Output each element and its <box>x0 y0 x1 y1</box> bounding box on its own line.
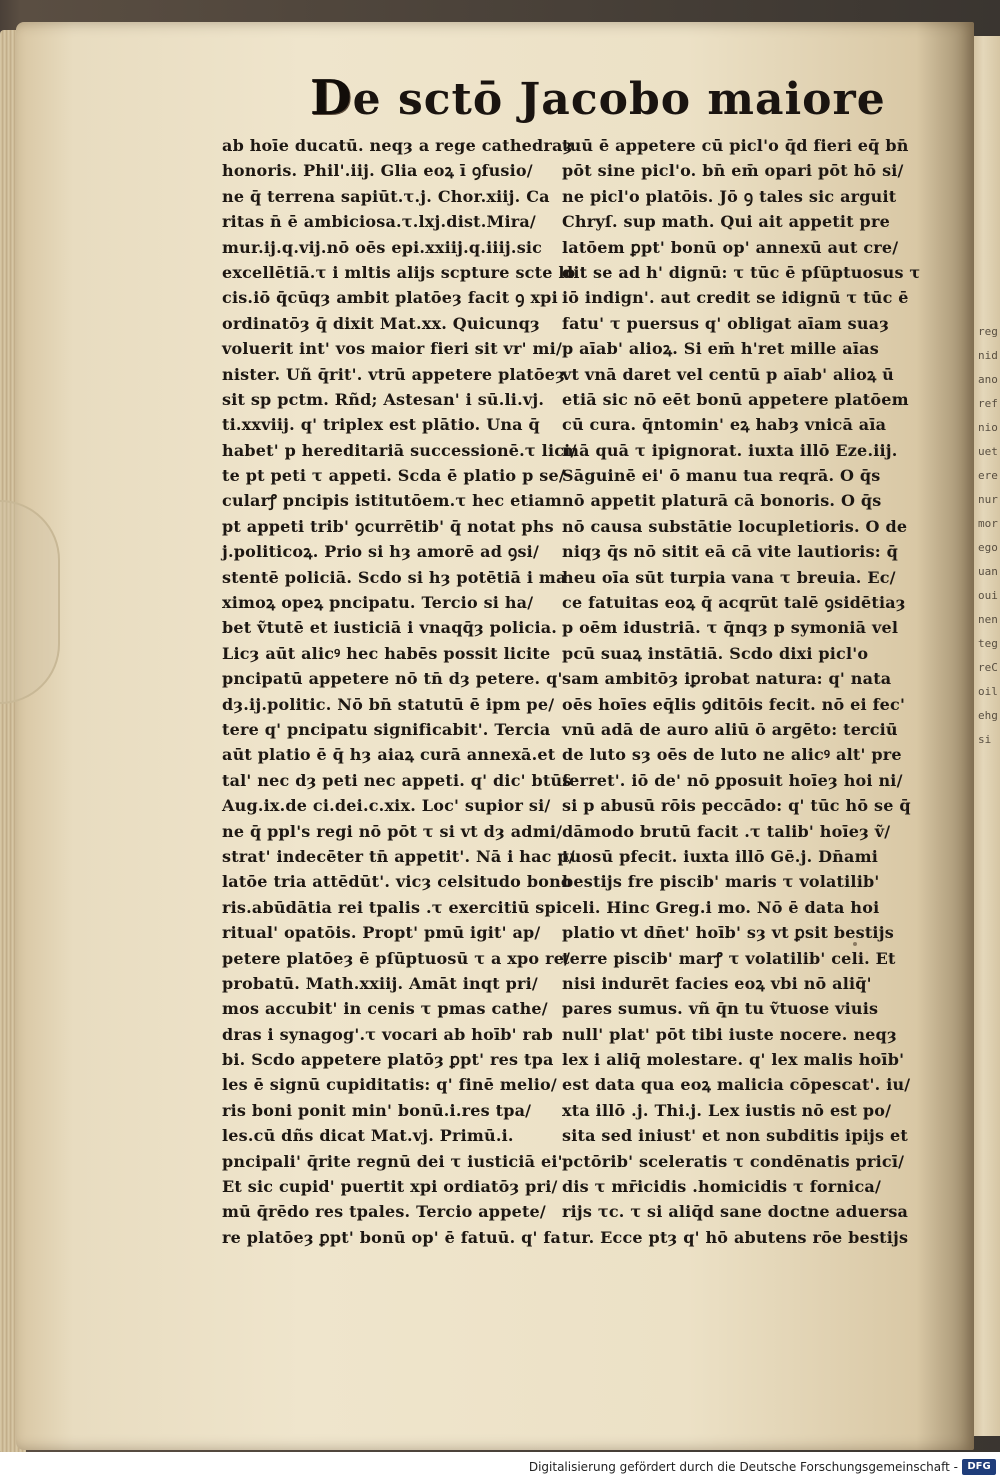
footer-credit: Digitalisierung gefördert durch die Deutsche Forschungsgemeinschaft - <box>528 1460 958 1474</box>
text-line: null' plat' pōt tibi iuste nocere. neqȝ <box>562 1024 897 1044</box>
text-line: platio vt dn̄et' hoīb' sȝ vt ꝑsit bestijs <box>562 923 894 943</box>
text-line: heu oīa sūt turpia vana τ breuia. Ec/ <box>562 567 896 587</box>
text-line: Chryſ. sup math. Qui ait appetit pre <box>562 212 890 232</box>
text-line: dis τ mr̄icidis .homicidis τ fornica/ <box>562 1177 882 1197</box>
text-line: oēs hoīes eq̄lis ꝯditōis fecit. nō ei fec' <box>562 694 906 714</box>
text-line: nister. Uñ q̄rit'. vtrū appetere platōeȝ <box>222 364 566 384</box>
text-line: tal' nec dȝ peti nec appeti. q' dic' btūs <box>222 770 572 790</box>
text-line: mur.ij.q.vij.nō oēs epi.xxiij.q.iiij.sic <box>222 237 543 257</box>
text-line: vnū adā de auro aliū ō argēto: terciū <box>562 719 898 739</box>
text-line: ximoꝝ opeꝝ pncipatu. Tercio si ha/ <box>222 593 534 613</box>
text-line: ritas n̄ ē ambiciosa.τ.lxj.dist.Mira/ <box>222 212 536 232</box>
heading-initial: D <box>310 70 353 126</box>
text-line: p oēm idustriā. τ q̄nqȝ p symoniā vel <box>562 618 899 638</box>
text-line: tuū ē appetere cū picl'o q̄d fieri eq̄ bn̄ <box>562 136 909 155</box>
text-line: terre piscib' marꝭ τ volatilib' celi. Et <box>562 948 896 968</box>
text-line: dit se ad h' dignū: τ tūc ē pſūptuosus τ <box>562 262 921 282</box>
text-line: mos accubit' in cenis τ pmas cathe/ <box>222 999 548 1019</box>
text-line: stentē policiā. Scdo si hȝ potētiā i ma <box>222 567 567 587</box>
text-line: nō appetit platurā cā bonoris. O q̄s <box>562 491 882 511</box>
text-line: xta illō .j. Thi.j. Lex iustis nō est po/ <box>562 1100 892 1120</box>
text-line: ferret'. iō de' nō ꝑposuit hoīeȝ hoi ni/ <box>562 770 903 790</box>
text-line: Aug.ix.de ci.dei.c.xix. Loc' supior si/ <box>222 796 551 816</box>
text-line: sam ambitōȝ iꝑrobat natura: q' nata <box>562 669 892 689</box>
text-line: pncipali' q̄rite regnū dei τ iusticiā ei'. <box>222 1151 569 1171</box>
text-line: dȝ.ij.politic. Nō bn̄ statutū ē ipm pe/ <box>222 694 555 714</box>
text-line: habet' p hereditariā successionē.τ lici/ <box>222 440 577 460</box>
text-line: les ē signū cupiditatis: q' finē melio/ <box>222 1075 557 1095</box>
text-line: si p abusū rōis peccādo: q' tūc hō se q̄ <box>562 796 911 816</box>
text-line: tur. Ecce ptȝ q' hō abutens rōe bestijs <box>562 1227 909 1247</box>
text-line: petere platōeȝ ē pſūptuosū τ a xpo re/ <box>222 948 571 968</box>
text-line: etiā sic nō eēt bonū appetere platōem <box>562 389 909 409</box>
text-line: ris.abūdātia rei tpalis .τ exercitiū spi <box>222 897 563 917</box>
text-line: voluerit int' vos maior fieri sit vr' mi/ <box>222 339 563 359</box>
text-line: pt appeti trib' ꝯcurrētib' q̄ notat phs <box>222 516 554 536</box>
right-text-column <box>562 133 921 1250</box>
text-line: sita sed iniust' et non subditis ipijs et <box>562 1126 908 1146</box>
text-line: ab hoīe ducatū. neqȝ a rege cathedraȝ <box>222 136 573 155</box>
text-line: pōt sine picl'o. bn̄ em̄ opari pōt hō si/ <box>562 161 904 181</box>
text-line: dāmodo brutū facit .τ talib' hoīeȝ ṽ/ <box>562 821 891 841</box>
text-line: bi. Scdo appetere platōȝ ꝑpt' res tpa <box>222 1050 554 1070</box>
text-line: cū cura. q̄ntomin' eꝝ habȝ vnicā aīa <box>562 415 887 435</box>
text-line: probatū. Math.xxiij. Amāt inqt pri/ <box>222 973 538 993</box>
text-line: fatu' τ puersus q' obligat aīam suaȝ <box>562 313 890 333</box>
text-line: latōe tria attēdūt'. vicȝ celsitudo bono <box>222 872 572 892</box>
text-line: ne q̄ terrena sapiūt.τ.j. Chor.xiij. Ca <box>222 186 550 206</box>
text-line: pncipatū appetere nō tn̄ dȝ petere. q' <box>222 669 563 689</box>
text-line: Et sic cupid' puertit xpi ordiatōȝ pri/ <box>222 1177 558 1197</box>
text-line: lex i aliq̄ molestare. q' lex malis hoīb' <box>562 1050 905 1070</box>
text-line: niqȝ q̄s nō sitit eā cā vite lautioris: q̄ <box>562 542 899 562</box>
left-text-column <box>222 133 577 1250</box>
text-line: ris boni ponit min' bonū.i.res tpa/ <box>222 1100 532 1120</box>
text-line: sit sp pctm. Rñd; Astesan' i sū.li.vj. <box>222 389 545 409</box>
paper-speck <box>853 942 857 946</box>
text-line: celi. Hinc Greg.i mo. Nō ē data hoi <box>562 897 880 917</box>
page-clip-shape <box>0 500 60 704</box>
text-line: de luto sȝ oēs de luto ne alicꝰ alt' pre <box>562 745 902 765</box>
text-line: bestijs fre piscib' maris τ volatilib' <box>562 872 880 892</box>
text-line: ne picl'o platōis. Jō ꝯ tales sic arguit <box>562 186 897 206</box>
text-line: bet ṽtutē et iusticiā i vnaqq̄ȝ policia. <box>222 618 558 638</box>
text-line: p aīab' alioꝝ. Si em̄ h'ret mille aīas <box>562 339 879 359</box>
text-line: mū q̄rēdo res tpales. Tercio appete/ <box>222 1202 546 1222</box>
text-line: nō causa substātie locupletioris. O de <box>562 516 908 536</box>
text-line: rijs τc. τ si aliq̄d sane doctne aduersa <box>562 1202 909 1222</box>
text-line: est data qua eoꝝ malicia cōpescat'. iu/ <box>562 1075 911 1095</box>
text-line: ne q̄ ppl's regi nō pōt τ si vt dȝ admi/ <box>222 821 563 841</box>
text-line: aūt platio ē q̄ hȝ aiaꝝ curā annexā.et <box>222 745 556 765</box>
text-line: te pt peti τ appeti. Scda ē platio p se/ <box>222 466 565 486</box>
heading-text: e sctō Jacobo maiore <box>352 74 886 125</box>
text-line: Sāguinē ei' ō manu tua reqrā. O q̄s <box>562 466 881 486</box>
text-line: tuosū pfecit. iuxta illō Gē.j. Dn̄ami <box>562 846 878 866</box>
text-line: pctōrib' sceleratis τ condēnatis pricī/ <box>562 1151 905 1171</box>
text-line: tere q' pncipatu significabit'. Tercia <box>222 719 551 739</box>
text-line: ce fatuitas eoꝝ q̄ acqrūt talē ꝯsidētiaȝ <box>562 593 906 613</box>
text-line: pares sumus. vñ q̄n tu ṽtuose viuis <box>562 999 879 1019</box>
text-line: mā quā τ ipignorat. iuxta illō Eze.iij. <box>562 440 898 460</box>
text-line: ritual' opatōis. Propt' pmū igit' ap/ <box>222 923 541 943</box>
text-line: vt vnā daret vel centū p aīab' alioꝝ ū <box>562 364 894 384</box>
text-line: cis.iō q̄cūqȝ ambit platōeȝ facit ꝯ xpi <box>222 288 558 308</box>
text-line: cularꝭ pncipis istitutōem.τ hec etiam <box>222 491 563 511</box>
text-line: Licȝ aūt alicꝰ hec habēs possit licite <box>222 643 551 663</box>
text-line: iō indign'. aut credit se idignū τ tūc ē <box>562 288 909 308</box>
text-line: pcū suaꝝ instātiā. Scdo dixi picl'o <box>562 643 869 663</box>
text-line: strat' indecēter tn̄ appetit'. Nā i hac p/ <box>222 846 575 866</box>
text-line: latōem ꝑpt' bonū op' annexū aut cre/ <box>562 237 899 257</box>
text-line: excellētiā.τ i mltis alijs scpture scte lo <box>222 262 576 282</box>
text-line: les.cū dñs dicat Mat.vj. Primū.i. <box>222 1126 514 1146</box>
text-line: ordinatōȝ q̄ dixit Mat.xx. Quicunqȝ <box>222 313 540 333</box>
running-heading <box>310 68 886 128</box>
facing-page-text-fragment: regnidanorefnioueterenurmoregouanouinentegreCoilehgsi <box>978 325 998 746</box>
text-line: nisi indurēt facies eoꝝ vbi nō aliq̄' <box>562 973 872 993</box>
text-line: j.politicoꝝ. Prio si hȝ amorē ad ꝯsi/ <box>222 542 540 562</box>
text-line: re platōeȝ ꝑpt' bonū op' ē fatuū. q' fa <box>222 1227 562 1247</box>
text-line: dras i synagog'.τ vocari ab hoīb' rab <box>222 1024 554 1044</box>
dfg-logo-icon: DFG <box>962 1459 996 1475</box>
text-line: ti.xxviij. q' triplex est plātio. Una q̄ <box>222 415 540 435</box>
digitization-footer <box>0 1452 1000 1480</box>
text-line: honoris. Phil'.iij. Glia eoꝝ ī ꝯfusio/ <box>222 161 533 181</box>
